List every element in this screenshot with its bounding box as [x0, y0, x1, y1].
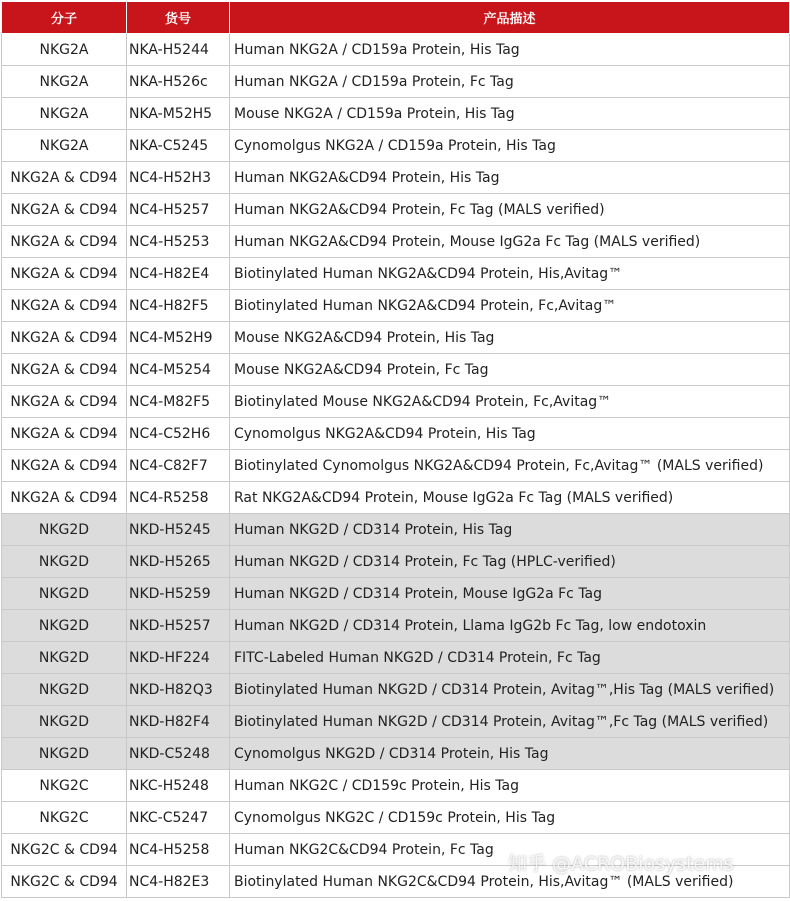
cell-catalog-number: NC4-C82F7	[127, 450, 230, 482]
cell-molecule: NKG2A	[2, 130, 127, 162]
cell-description: Human NKG2A&CD94 Protein, Fc Tag (MALS verified)	[230, 194, 790, 226]
cell-molecule: NKG2A	[2, 66, 127, 98]
table-row	[2, 610, 790, 642]
table-row	[2, 194, 790, 226]
cell-catalog-number: NKA-M52H5	[127, 98, 230, 130]
cell-catalog-number: NC4-H82F5	[127, 290, 230, 322]
cell-molecule: NKG2A & CD94	[2, 258, 127, 290]
product-table	[1, 1, 790, 898]
cell-molecule: NKG2D	[2, 674, 127, 706]
cell-catalog-number: NC4-H82E4	[127, 258, 230, 290]
cell-molecule: NKG2D	[2, 546, 127, 578]
cell-molecule: NKG2C	[2, 802, 127, 834]
cell-molecule: NKG2A & CD94	[2, 162, 127, 194]
table-row	[2, 482, 790, 514]
cell-catalog-number: NKD-H82Q3	[127, 674, 230, 706]
cell-catalog-number: NKC-H5248	[127, 770, 230, 802]
cell-molecule: NKG2A & CD94	[2, 290, 127, 322]
table-body	[2, 34, 790, 898]
table-row	[2, 290, 790, 322]
cell-catalog-number: NC4-H5253	[127, 226, 230, 258]
cell-description: Cynomolgus NKG2A&CD94 Protein, His Tag	[230, 418, 790, 450]
cell-molecule: NKG2C & CD94	[2, 866, 127, 898]
cell-molecule: NKG2D	[2, 578, 127, 610]
header-description: 产品描述	[230, 2, 790, 34]
table-row	[2, 66, 790, 98]
table-row	[2, 546, 790, 578]
cell-molecule: NKG2A & CD94	[2, 482, 127, 514]
cell-molecule: NKG2D	[2, 514, 127, 546]
cell-catalog-number: NC4-C52H6	[127, 418, 230, 450]
table-row	[2, 738, 790, 770]
cell-description: Human NKG2C&CD94 Protein, Fc Tag	[230, 834, 790, 866]
table-row	[2, 322, 790, 354]
header-catalog-number: 货号	[127, 2, 230, 34]
cell-molecule: NKG2A & CD94	[2, 226, 127, 258]
cell-molecule: NKG2A & CD94	[2, 354, 127, 386]
cell-molecule: NKG2A & CD94	[2, 386, 127, 418]
cell-molecule: NKG2A & CD94	[2, 322, 127, 354]
cell-description: Human NKG2A / CD159a Protein, His Tag	[230, 34, 790, 66]
cell-catalog-number: NC4-H5258	[127, 834, 230, 866]
table-row	[2, 258, 790, 290]
table-row	[2, 770, 790, 802]
table-row	[2, 386, 790, 418]
table-row	[2, 450, 790, 482]
cell-description: Mouse NKG2A / CD159a Protein, His Tag	[230, 98, 790, 130]
cell-catalog-number: NKC-C5247	[127, 802, 230, 834]
cell-catalog-number: NC4-M5254	[127, 354, 230, 386]
cell-description: Biotinylated Human NKG2A&CD94 Protein, Fc,Avitag™	[230, 290, 790, 322]
cell-description: Human NKG2A&CD94 Protein, His Tag	[230, 162, 790, 194]
cell-molecule: NKG2A & CD94	[2, 418, 127, 450]
cell-description: Biotinylated Cynomolgus NKG2A&CD94 Protein, Fc,Avitag™ (MALS verified)	[230, 450, 790, 482]
table-row	[2, 162, 790, 194]
cell-catalog-number: NKA-C5245	[127, 130, 230, 162]
header-row	[2, 2, 790, 34]
table-header	[2, 2, 790, 34]
cell-description: Biotinylated Human NKG2A&CD94 Protein, His,Avitag™	[230, 258, 790, 290]
cell-molecule: NKG2C & CD94	[2, 834, 127, 866]
table-row	[2, 674, 790, 706]
table-row	[2, 802, 790, 834]
cell-catalog-number: NKD-H5265	[127, 546, 230, 578]
cell-catalog-number: NKD-H5257	[127, 610, 230, 642]
cell-description: Mouse NKG2A&CD94 Protein, His Tag	[230, 322, 790, 354]
table-row	[2, 866, 790, 898]
cell-description: Human NKG2A / CD159a Protein, Fc Tag	[230, 66, 790, 98]
cell-description: Mouse NKG2A&CD94 Protein, Fc Tag	[230, 354, 790, 386]
table-row	[2, 418, 790, 450]
cell-description: Human NKG2C / CD159c Protein, His Tag	[230, 770, 790, 802]
cell-molecule: NKG2C	[2, 770, 127, 802]
cell-description: Biotinylated Mouse NKG2A&CD94 Protein, Fc,Avitag™	[230, 386, 790, 418]
cell-molecule: NKG2A	[2, 34, 127, 66]
cell-molecule: NKG2D	[2, 706, 127, 738]
cell-molecule: NKG2D	[2, 738, 127, 770]
cell-description: Human NKG2D / CD314 Protein, Llama IgG2b Fc Tag, low endotoxin	[230, 610, 790, 642]
cell-catalog-number: NC4-R5258	[127, 482, 230, 514]
cell-description: Cynomolgus NKG2D / CD314 Protein, His Tag	[230, 738, 790, 770]
table-row	[2, 130, 790, 162]
table-row	[2, 226, 790, 258]
cell-catalog-number: NKD-H82F4	[127, 706, 230, 738]
table-row	[2, 706, 790, 738]
cell-description: Human NKG2D / CD314 Protein, Fc Tag (HPLC-verified)	[230, 546, 790, 578]
cell-description: Cynomolgus NKG2C / CD159c Protein, His Tag	[230, 802, 790, 834]
cell-molecule: NKG2A	[2, 98, 127, 130]
cell-molecule: NKG2A & CD94	[2, 194, 127, 226]
table-row	[2, 354, 790, 386]
cell-description: Biotinylated Human NKG2C&CD94 Protein, His,Avitag™ (MALS verified)	[230, 866, 790, 898]
cell-description: Human NKG2D / CD314 Protein, His Tag	[230, 514, 790, 546]
table-row	[2, 642, 790, 674]
cell-molecule: NKG2D	[2, 642, 127, 674]
table-row	[2, 834, 790, 866]
cell-catalog-number: NC4-H5257	[127, 194, 230, 226]
cell-catalog-number: NC4-H82E3	[127, 866, 230, 898]
cell-molecule: NKG2D	[2, 610, 127, 642]
cell-description: Biotinylated Human NKG2D / CD314 Protein, Avitag™,His Tag (MALS verified)	[230, 674, 790, 706]
cell-catalog-number: NKD-H5245	[127, 514, 230, 546]
cell-description: Biotinylated Human NKG2D / CD314 Protein, Avitag™,Fc Tag (MALS verified)	[230, 706, 790, 738]
cell-catalog-number: NKD-H5259	[127, 578, 230, 610]
cell-catalog-number: NKA-H526c	[127, 66, 230, 98]
cell-catalog-number: NKA-H5244	[127, 34, 230, 66]
table-row	[2, 578, 790, 610]
cell-description: FITC-Labeled Human NKG2D / CD314 Protein, Fc Tag	[230, 642, 790, 674]
cell-description: Cynomolgus NKG2A / CD159a Protein, His Tag	[230, 130, 790, 162]
cell-catalog-number: NC4-M52H9	[127, 322, 230, 354]
cell-catalog-number: NC4-M82F5	[127, 386, 230, 418]
table-row	[2, 514, 790, 546]
watermark: 知乎 @ACROBiosystems	[508, 853, 734, 875]
cell-catalog-number: NKD-HF224	[127, 642, 230, 674]
header-molecule: 分子	[2, 2, 127, 34]
cell-description: Human NKG2D / CD314 Protein, Mouse IgG2a Fc Tag	[230, 578, 790, 610]
cell-molecule: NKG2A & CD94	[2, 450, 127, 482]
cell-catalog-number: NC4-H52H3	[127, 162, 230, 194]
cell-description: Rat NKG2A&CD94 Protein, Mouse IgG2a Fc Tag (MALS verified)	[230, 482, 790, 514]
cell-description: Human NKG2A&CD94 Protein, Mouse IgG2a Fc Tag (MALS verified)	[230, 226, 790, 258]
cell-catalog-number: NKD-C5248	[127, 738, 230, 770]
table-row	[2, 98, 790, 130]
table-row	[2, 34, 790, 66]
